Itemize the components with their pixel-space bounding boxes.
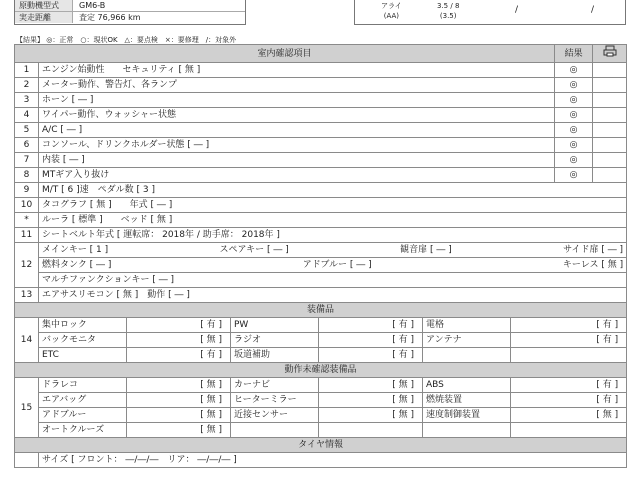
row-number: 6	[15, 138, 39, 153]
equipment-name: アンテナ	[423, 333, 511, 348]
equipment-name	[231, 423, 319, 438]
equipment-name: 坂道補助	[231, 348, 319, 363]
row-number: 5	[15, 123, 39, 138]
key-item: 観音扉 [ ― ]	[400, 245, 452, 255]
tire-depth-slash: /	[591, 5, 595, 15]
tire-section-title: タイヤ情報	[15, 438, 627, 453]
row-number: 7	[15, 153, 39, 168]
info-item: シートベルト年式 [ 運転席： 2018年 / 助手席： 2018年 ]	[39, 228, 627, 243]
mileage-label: 実走距離	[15, 12, 73, 23]
check-item: ワイパー動作、ウォッシャー状態	[39, 108, 555, 123]
equipment-value: [ 無 ]	[319, 408, 423, 423]
blank-cell	[593, 63, 627, 78]
mileage-row	[15, 12, 245, 23]
info-item: M/T [ 6 ]速 ペダル数 [ 3 ]	[39, 183, 627, 198]
equipment-name: 集中ロック	[39, 318, 127, 333]
key-item: マルチファンクションキー [ ― ]	[39, 273, 627, 288]
info-item: タコグラフ [ 無 ] 年式 [ ― ]	[39, 198, 627, 213]
equipment-section-title: 装備品	[15, 303, 627, 318]
tire-section	[15, 438, 627, 453]
key-info	[39, 258, 627, 273]
check-result: ◎	[555, 168, 593, 183]
column-header-item: 室内確認項目	[15, 45, 555, 63]
check-item: 内装 [ ― ]	[39, 153, 555, 168]
check-result: ◎	[555, 63, 593, 78]
row-number: *	[15, 213, 39, 228]
blank-cell	[593, 93, 627, 108]
check-item: エンジン始動性 セキュリティ [ 無 ]	[39, 63, 555, 78]
row-number: 10	[15, 198, 39, 213]
check-item: メーター動作、警告灯、各ランプ	[39, 78, 555, 93]
key-row	[15, 258, 627, 273]
equipment-value: [ 無 ]	[127, 423, 231, 438]
tire-size: サイズ [ フロント： ―/―/― リア： ―/―/― ]	[39, 453, 627, 468]
equipment-value: [ 有 ]	[127, 348, 231, 363]
info-row	[15, 183, 627, 198]
model-value: GM6-B	[79, 1, 106, 10]
equipment-name: ETC	[39, 348, 127, 363]
check-row	[15, 93, 627, 108]
equipment-value: [ 有 ]	[511, 333, 627, 348]
key-line	[42, 243, 623, 257]
equipment-value: [ 有 ]	[511, 393, 627, 408]
equipment-value: [ 有 ]	[511, 378, 627, 393]
equipment-value: [ 有 ]	[511, 318, 627, 333]
vehicle-info-block	[14, 0, 246, 25]
blank-cell	[593, 123, 627, 138]
row-number: 9	[15, 183, 39, 198]
key-info	[39, 243, 627, 258]
blank-cell	[593, 108, 627, 123]
row-number: 15	[15, 378, 39, 438]
check-row	[15, 78, 627, 93]
result-legend: 【結果】 ◎：正常 ○：現状OK △：要点検 ×：要修理 /：対象外	[16, 36, 237, 44]
equipment-name: ヒーターミラー	[231, 393, 319, 408]
equipment-name: アドブルー	[39, 408, 127, 423]
check-result: ◎	[555, 93, 593, 108]
equipment-value	[319, 423, 423, 438]
equipment-row	[15, 333, 627, 348]
blank-cell	[593, 138, 627, 153]
key-item: 燃料タンク [ ― ]	[42, 260, 112, 270]
row-number	[15, 453, 39, 468]
equipment-name	[423, 423, 511, 438]
equipment-value: [ 有 ]	[127, 318, 231, 333]
info-row	[15, 213, 627, 228]
equipment-value	[511, 348, 627, 363]
equipment-row	[15, 348, 627, 363]
check-row	[15, 138, 627, 153]
equipment-name: PW	[231, 318, 319, 333]
check-row	[15, 168, 627, 183]
key-item: サイド扉 [ ― ]	[563, 245, 624, 255]
equipment-name: バックモニタ	[39, 333, 127, 348]
unconfirmed-row	[15, 378, 627, 393]
check-row	[15, 153, 627, 168]
check-item: ホーン [ ― ]	[39, 93, 555, 108]
key-item: キーレス [ 無 ]	[562, 260, 624, 270]
equipment-name	[423, 348, 511, 363]
mileage-value: 査定 76,966 km	[79, 13, 141, 22]
column-header-result: 結果	[555, 45, 593, 63]
equipment-section	[15, 303, 627, 318]
row-number: 11	[15, 228, 39, 243]
row-number: 12	[15, 243, 39, 288]
equipment-name: 速度制御装置	[423, 408, 511, 423]
equipment-value: [ 無 ]	[127, 393, 231, 408]
unconfirmed-section-title: 動作未確認装備品	[15, 363, 627, 378]
blank-cell	[593, 168, 627, 183]
unconfirmed-row	[15, 423, 627, 438]
info-item: エアサスリモコン [ 無 ] 動作 [ ― ]	[39, 288, 627, 303]
equipment-name: 近接センサー	[231, 408, 319, 423]
unconfirmed-section	[15, 363, 627, 378]
info-row	[15, 288, 627, 303]
info-item: ルーラ [ 標準 ] ベッド [ 無 ]	[39, 213, 627, 228]
check-row	[15, 108, 627, 123]
equipment-value: [ 無 ]	[127, 408, 231, 423]
info-row	[15, 228, 627, 243]
blank-cell	[593, 153, 627, 168]
equipment-name: カーナビ	[231, 378, 319, 393]
tire-row	[15, 453, 627, 468]
equipment-name: ラジオ	[231, 333, 319, 348]
key-line	[42, 258, 623, 272]
equipment-name: 電格	[423, 318, 511, 333]
row-number: 4	[15, 108, 39, 123]
key-item: メインキー [ 1 ]	[42, 245, 109, 255]
equipment-name: ABS	[423, 378, 511, 393]
equipment-value: [ 無 ]	[319, 378, 423, 393]
check-row	[15, 123, 627, 138]
inspection-sheet	[14, 0, 626, 480]
interior-check-table	[14, 44, 627, 468]
printer-icon-cell[interactable]	[593, 45, 627, 63]
unconfirmed-row	[15, 408, 627, 423]
tire-depth-block	[354, 0, 626, 25]
check-result: ◎	[555, 108, 593, 123]
printer-icon[interactable]	[603, 45, 617, 57]
check-item: コンソール、ドリンクホルダー状態 [ ― ]	[39, 138, 555, 153]
tire-depth-slash: /	[515, 5, 519, 15]
check-row	[15, 63, 627, 78]
equipment-value: [ 無 ]	[511, 408, 627, 423]
check-result: ◎	[555, 138, 593, 153]
key-item: アドブルー [ ― ]	[302, 260, 372, 270]
key-item: スペアキー [ ― ]	[219, 245, 289, 255]
row-number: 8	[15, 168, 39, 183]
row-number: 14	[15, 318, 39, 363]
equipment-value	[511, 423, 627, 438]
equipment-name: ドラレコ	[39, 378, 127, 393]
model-label: 原動機型式	[15, 0, 73, 11]
info-row	[15, 198, 627, 213]
equipment-name: エアバッグ	[39, 393, 127, 408]
key-row	[15, 243, 627, 258]
key-row	[15, 273, 627, 288]
blank-cell	[593, 78, 627, 93]
equipment-name: 燃焼装置	[423, 393, 511, 408]
check-result: ◎	[555, 123, 593, 138]
tire-depth-label: アライ (AA)	[381, 2, 402, 20]
row-number: 13	[15, 288, 39, 303]
equipment-value: [ 無 ]	[127, 378, 231, 393]
row-number: 2	[15, 78, 39, 93]
equipment-value: [ 有 ]	[319, 348, 423, 363]
equipment-name: オートクルーズ	[39, 423, 127, 438]
equipment-row	[15, 318, 627, 333]
equipment-value: [ 有 ]	[319, 333, 423, 348]
equipment-value: [ 無 ]	[319, 393, 423, 408]
check-item: A/C [ ― ]	[39, 123, 555, 138]
table-header-row	[15, 45, 627, 63]
equipment-value: [ 無 ]	[127, 333, 231, 348]
tire-depth-value: 3.5 / 8 (3.5)	[437, 2, 460, 20]
model-row	[15, 0, 245, 12]
row-number: 1	[15, 63, 39, 78]
unconfirmed-row	[15, 393, 627, 408]
check-result: ◎	[555, 78, 593, 93]
row-number: 3	[15, 93, 39, 108]
check-item: MTギア入り抜け	[39, 168, 555, 183]
check-result: ◎	[555, 153, 593, 168]
equipment-value: [ 有 ]	[319, 318, 423, 333]
